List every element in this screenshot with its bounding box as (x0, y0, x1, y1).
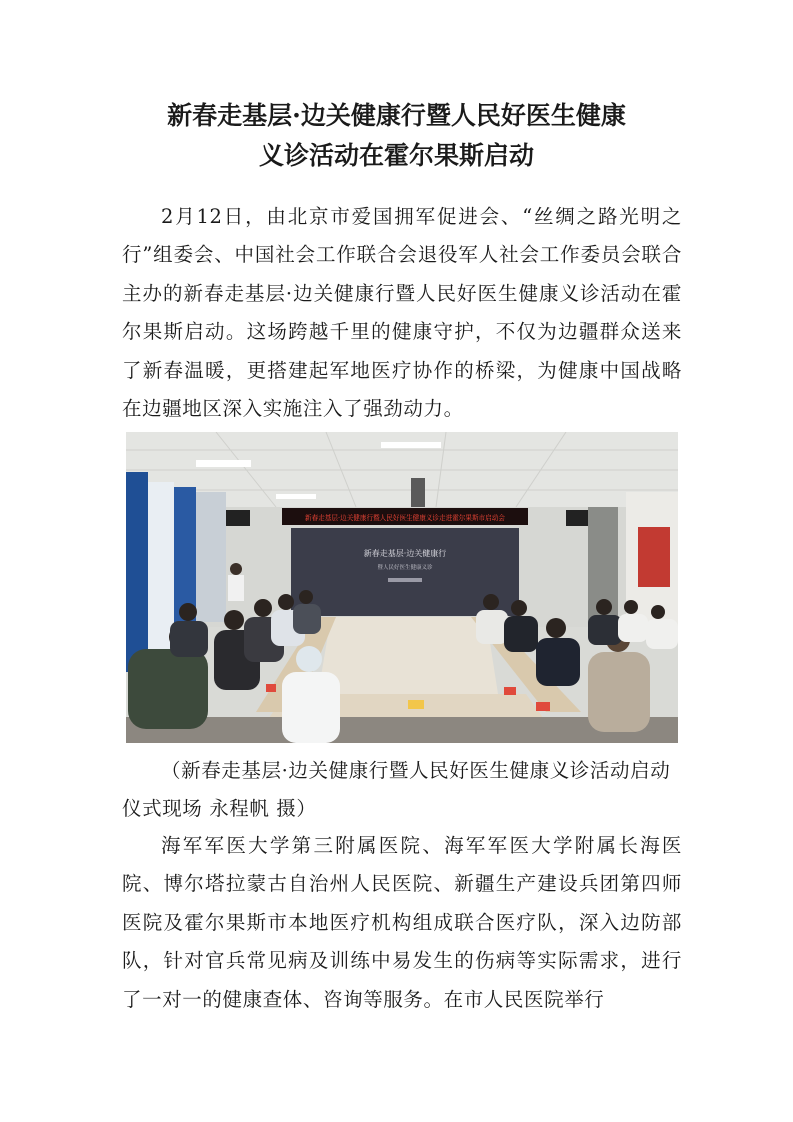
title-line-1: 新春走基层·边关健康行暨人民好医生健康 (167, 101, 626, 130)
screen-title-text: 新春走基层·边关健康行 (363, 549, 447, 558)
paragraph-intro: 2月12日，由北京市爱国拥军促进会、“丝绸之路光明之行”组委会、中国社会工作联合会退役军人社会工作委员会联合主办的新春走基层·边关健康行暨人民好医生健康义诊活动在霍尔果斯启动。这场跨越千里的健康守护，不仅为边疆群众送来了新春温暖，更搭建起军地医疗协作的桥梁，为健康中国战略在边疆地区深入实施注入了强劲动力。 (122, 205, 682, 421)
title-line-2: 义诊活动在霍尔果斯启动 (258, 141, 534, 170)
paragraph-medical-team: 海军军医大学第三附属医院、海军军医大学附属长海医院、博尔塔拉蒙古自治州人民医院、新疆生产建设兵团第四师医院及霍尔果斯市本地医疗机构组成联合医疗队，深入边防部队，针对官兵常见病及训练中易发生的伤病等实际需求，进行了一对一的健康查体、咨询等服务。在市人民医院举行 (122, 834, 682, 1011)
article-title (100, 96, 693, 176)
screen-subtitle-text: 暨人民好医生健康义诊 (377, 565, 433, 571)
photo-caption: （新春走基层·边关健康行暨人民好医生健康义诊活动启动仪式现场 永程帆 摄） (122, 759, 671, 821)
led-banner-text: 新春走基层·边关健康行暨人民好医生健康义诊走进霍尔果斯市启动会 (305, 514, 505, 522)
event-photo (126, 432, 678, 743)
